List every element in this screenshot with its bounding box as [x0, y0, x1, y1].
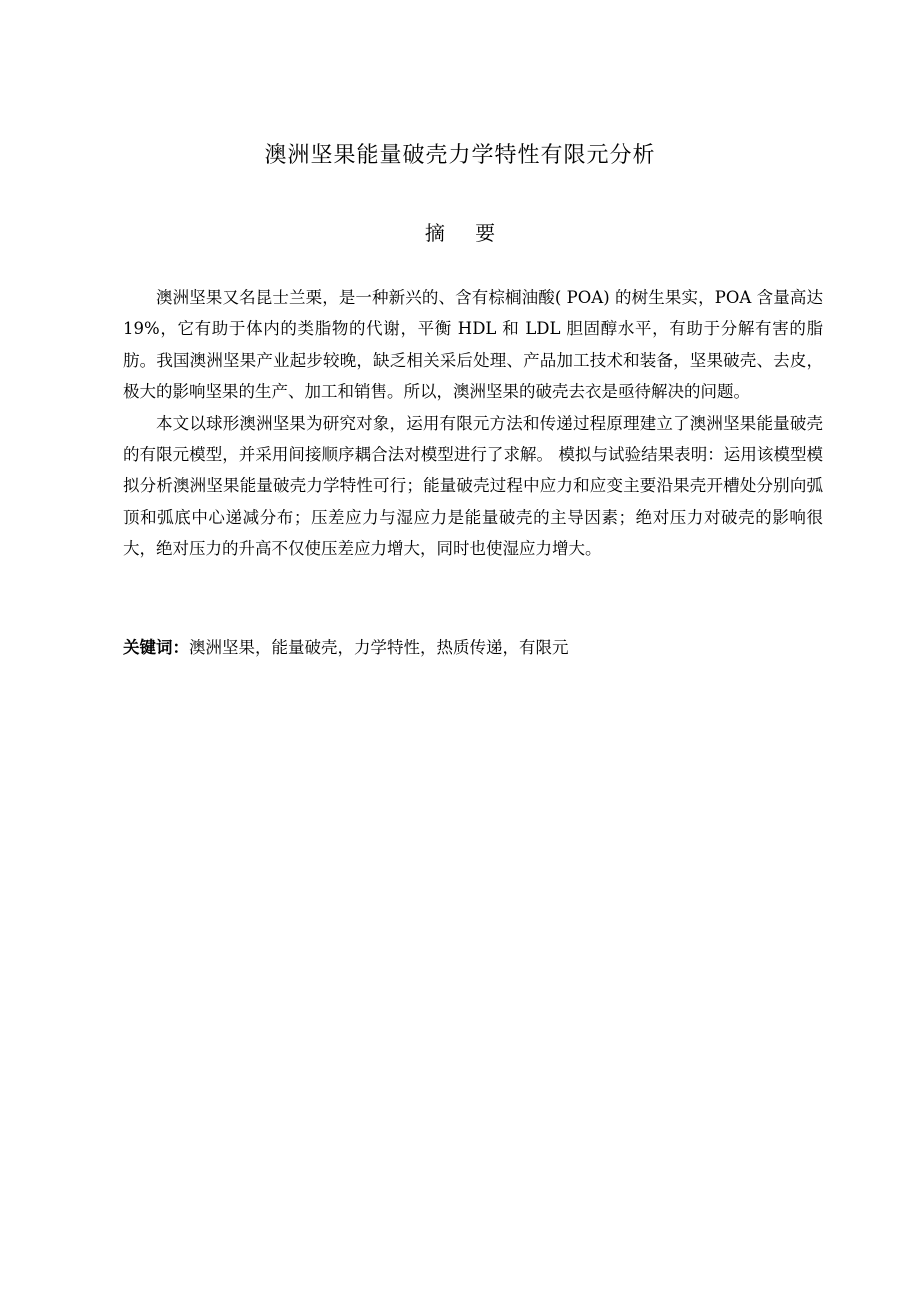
abstract-heading: 摘 要: [424, 221, 508, 245]
abstract-paragraph-2: 本文以球形澳洲坚果为研究对象，运用有限元方法和传递过程原理建立了澳洲坚果能量破壳的有限元模型，并采用间接顺序耦合法对模型进行了求解。 模拟与试验结果表明：运用该模型模拟分析澳洲坚果能量破壳力学特性可行；能量破壳过程中应力和应变主要沿果壳开槽处分别向弧顶和弧底中心递减分布；压差应力与湿应力是能量破壳的主导因素；绝对压力对破壳的影响很大，绝对压力的升高不仅使压差应力增大，同时也使湿应力增大。: [123, 413, 823, 559]
keywords-line: [123, 633, 823, 663]
abstract-paragraph-1: 澳洲坚果又名昆士兰栗，是一种新兴的、含有棕榈油酸( POA) 的树生果实，POA 含量高达 19%，它有助于体内的类脂物的代谢，平衡 HDL 和 LDL 胆固醇水平，有助于分解有害的脂肪。我国澳洲坚果产业起步较晚，缺乏相关采后处理、产品加工技术和装备，坚果破壳、去皮，极大的影响坚果的生产、加工和销售。所以，澳洲坚果的破壳去衣是亟待解决的问题。: [123, 288, 823, 402]
keywords-label: 关键词：: [123, 638, 189, 657]
keywords-text: 澳洲坚果，能量破壳，力学特性，热质传递，有限元: [189, 638, 569, 657]
abstract-body: [123, 282, 823, 565]
paper-title: 澳洲坚果能量破壳力学特性有限元分析: [264, 143, 656, 168]
